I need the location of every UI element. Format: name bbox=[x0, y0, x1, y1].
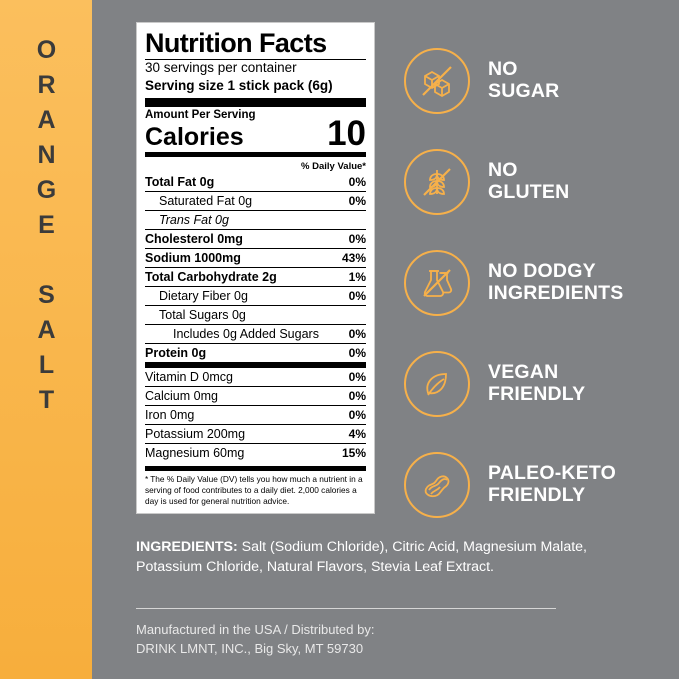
paleo-keto-bacon-icon bbox=[404, 452, 470, 518]
manufacturer-line-2: DRINK LMNT, INC., Big Sky, MT 59730 bbox=[136, 640, 364, 656]
table-row bbox=[145, 287, 366, 306]
table-row bbox=[145, 425, 366, 444]
ingredients-text: Salt (Sodium Chloride), Citric Acid, Magnesium Malate, Potassium Chloride, Natural Flavors, Stevia Leaf Extract. bbox=[136, 539, 587, 576]
claim-label bbox=[488, 160, 569, 204]
serving-size: Serving size 1 stick pack (6g) bbox=[145, 78, 333, 94]
claim-line-1: VEGAN bbox=[488, 360, 559, 383]
nutrient-dv: 0% bbox=[324, 387, 366, 406]
nutrient-label: Total Carbohydrate 2g bbox=[145, 268, 324, 287]
nutrient-label: Sodium 1000mg bbox=[145, 249, 324, 268]
nutrient-label: Vitamin D 0mcg bbox=[145, 368, 324, 387]
flavor-name bbox=[0, 0, 92, 679]
calories-value: 10 bbox=[327, 113, 366, 153]
nutrient-label: Magnesium 60mg bbox=[145, 444, 324, 463]
nutrient-dv: 0% bbox=[324, 230, 366, 249]
table-row bbox=[145, 344, 366, 365]
claim-line-2: INGREDIENTS bbox=[488, 281, 624, 304]
nutrition-facts-panel bbox=[136, 22, 375, 514]
table-row bbox=[145, 387, 366, 406]
claim-no-gluten bbox=[404, 131, 662, 232]
claim-label bbox=[488, 59, 559, 103]
table-row bbox=[145, 173, 366, 192]
section-divider bbox=[136, 608, 556, 609]
nutrient-label: Iron 0mg bbox=[145, 406, 324, 425]
nutrient-label: Includes 0g Added Sugars bbox=[145, 325, 324, 344]
vegan-leaf-icon bbox=[404, 351, 470, 417]
ingredients-label: INGREDIENTS: bbox=[136, 539, 238, 555]
claim-line-2: FRIENDLY bbox=[488, 483, 586, 506]
table-row bbox=[145, 230, 366, 249]
table-row bbox=[145, 406, 366, 425]
nutrient-label: Total Sugars 0g bbox=[145, 306, 324, 325]
manufacturer-block bbox=[136, 621, 636, 659]
nutrient-label: Calcium 0mg bbox=[145, 387, 324, 406]
nutrient-dv: 0% bbox=[324, 368, 366, 387]
nutrient-dv bbox=[324, 306, 366, 325]
nutrient-table bbox=[145, 173, 366, 462]
nutrient-dv: 43% bbox=[324, 249, 366, 268]
calories-label: Calories bbox=[145, 123, 244, 152]
nutrient-label: Trans Fat 0g bbox=[145, 211, 324, 230]
manufacturer-line-1: Manufactured in the USA / Distributed by: bbox=[136, 622, 375, 637]
claim-line-2: GLUTEN bbox=[488, 180, 570, 203]
nutrient-dv: 0% bbox=[348, 175, 366, 190]
claim-line-2: FRIENDLY bbox=[488, 382, 586, 405]
claim-line-1: NO bbox=[488, 158, 518, 181]
no-sugar-icon bbox=[404, 48, 470, 114]
nutrient-label: Potassium 200mg bbox=[145, 425, 324, 444]
nutrient-dv bbox=[324, 211, 366, 230]
nutrient-dv: 15% bbox=[324, 444, 366, 463]
no-gluten-icon bbox=[404, 149, 470, 215]
table-row bbox=[145, 306, 366, 325]
table-row bbox=[145, 268, 366, 287]
divider-medium bbox=[145, 152, 366, 157]
claim-paleo-keto-friendly bbox=[404, 434, 662, 535]
claim-no-sugar bbox=[404, 30, 662, 131]
no-dodgy-ingredients-icon bbox=[404, 250, 470, 316]
table-row bbox=[145, 211, 366, 230]
claim-label bbox=[488, 463, 616, 507]
nutrient-dv: 0% bbox=[324, 406, 366, 425]
nutrient-dv: 0% bbox=[324, 287, 366, 306]
servings-per-container: 30 servings per container bbox=[145, 60, 297, 76]
daily-value-footnote bbox=[145, 466, 366, 507]
divider-thick bbox=[145, 98, 366, 107]
claim-line-1: NO DODGY bbox=[488, 259, 596, 282]
nutrient-label: Saturated Fat 0g bbox=[145, 192, 324, 211]
table-row bbox=[145, 444, 366, 463]
claim-line-1: NO bbox=[488, 57, 518, 80]
daily-value-header: % Daily Value* bbox=[301, 161, 366, 173]
nutrient-dv: 0% bbox=[324, 192, 366, 211]
nutrient-label: Protein 0g bbox=[145, 344, 324, 365]
table-row bbox=[145, 368, 366, 387]
claims-list bbox=[404, 30, 662, 535]
footnote-asterisk: * bbox=[145, 474, 149, 485]
nutrition-facts-title: Nutrition Facts bbox=[145, 28, 327, 58]
table-row bbox=[145, 249, 366, 268]
nutrient-dv: 0% bbox=[324, 344, 366, 365]
ingredients-block bbox=[136, 537, 636, 577]
flavor-name-text: ORANGE SALT bbox=[32, 36, 61, 421]
claim-line-1: PALEO-KETO bbox=[488, 461, 617, 484]
amount-per-serving-label: Amount Per Serving bbox=[145, 108, 256, 121]
nutrient-label: Dietary Fiber 0g bbox=[145, 287, 324, 306]
table-row bbox=[145, 192, 366, 211]
nutrient-label: Total Fat 0g bbox=[145, 175, 215, 190]
claim-label bbox=[488, 261, 623, 305]
claim-label bbox=[488, 362, 585, 406]
table-row bbox=[145, 325, 366, 344]
nutrient-dv: 4% bbox=[324, 425, 366, 444]
nutrient-label: Cholesterol 0mg bbox=[145, 230, 324, 249]
claim-no-dodgy-ingredients bbox=[404, 232, 662, 333]
claim-line-2: SUGAR bbox=[488, 79, 560, 102]
nutrient-dv: 1% bbox=[324, 268, 366, 287]
nutrient-dv: 0% bbox=[324, 325, 366, 344]
footnote-text: The % Daily Value (DV) tells you how much a nutrient in a serving of food contributes to a daily diet. 2,000 calories a day is used for general nutrition advice. bbox=[145, 474, 363, 507]
claim-vegan-friendly bbox=[404, 333, 662, 434]
